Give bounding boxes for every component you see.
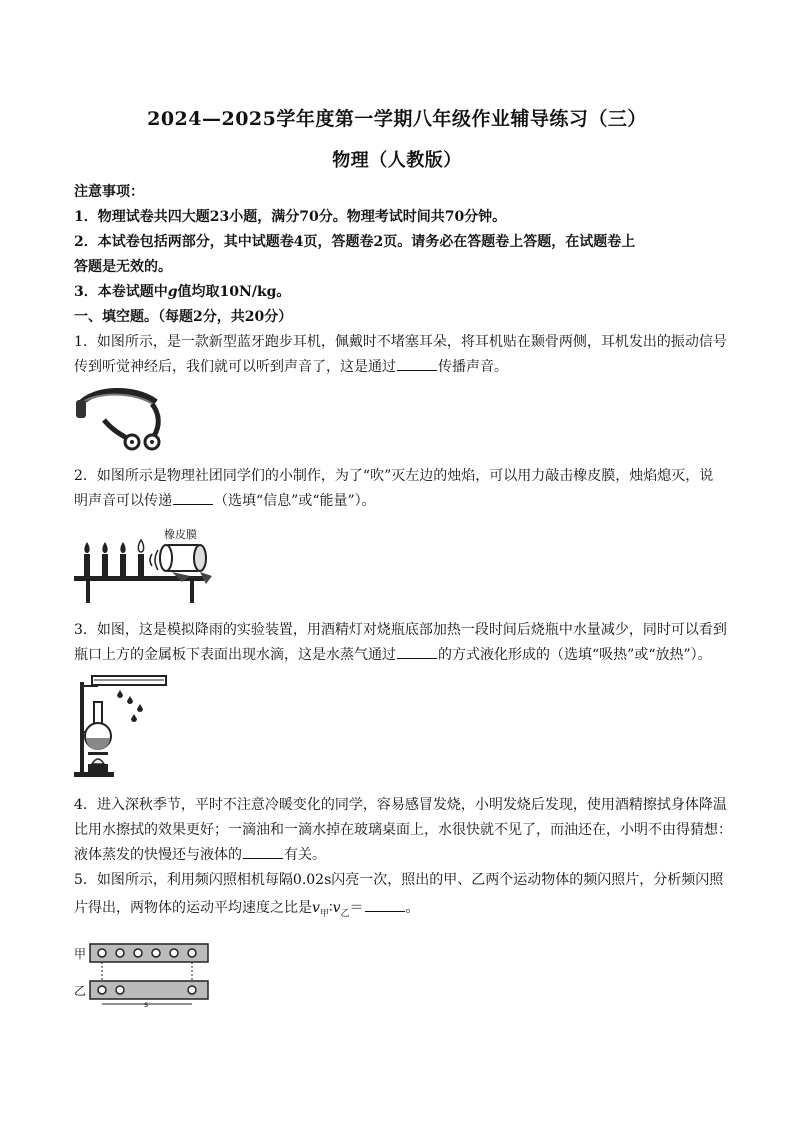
object-a-label: 甲	[74, 947, 87, 961]
q5-line2: 片得出，两物体的运动平均速度之比是$v_甲∶v_乙=$ 。	[74, 900, 420, 919]
page-subtitle: 物理（人教版）	[332, 150, 462, 171]
distance-s-label: s	[144, 1000, 149, 1008]
note-item-2-line1: 2．本试卷包括两部分，其中试题卷4页，答题卷2页。请务必在答题卷上答题，在试题卷上	[74, 234, 636, 250]
q4-line3: 液体蒸发的快慢还与液体的 有关。	[74, 847, 326, 863]
q1-answer-blank	[397, 357, 437, 371]
q3-answer-blank	[397, 645, 437, 659]
q2-line2: 明声音可以传递 （选填“信息”或“能量”）。	[74, 493, 376, 509]
q2-line1: 2．如图所示是物理社团同学们的小制作，为了“吹”灭左边的烛焰，可以用力敲击橡皮膜，烛焰熄灭，说	[74, 468, 714, 484]
q4-line2: 比用水擦拭的效果更好；一滴油和一滴水掉在玻璃桌面上，水很快就不见了，而油还在，小明不由得猜想：	[74, 822, 732, 838]
page-title: 2024—2025学年度第一学期八年级作业辅导练习（三）	[147, 108, 647, 130]
q4-answer-blank	[243, 845, 283, 859]
section-1-heading: 一、填空题。（每题2分，共20分）	[74, 309, 293, 325]
q3-line1: 3．如图，这是模拟降雨的实验装置，用酒精灯对烧瓶底部加热一段时间后烧瓶中水量减少，同时可以看到	[74, 622, 727, 638]
q4-line1: 4．进入深秋季节，平时不注意冷暖变化的同学，容易感冒发烧，小明发烧后发现，使用酒精擦拭身体降温	[74, 797, 727, 813]
note-item-3: 3．本卷试题中g值均取10N/kg。	[74, 284, 291, 300]
note-item-1: 1．物理试卷共四大题23小题，满分70分。物理考试时间共70分钟。	[74, 209, 507, 225]
q5-answer-blank	[365, 898, 405, 912]
strobe-photo-figure	[72, 938, 212, 1008]
q5-line1: 5．如图所示，利用频闪照相机每隔0.02s闪亮一次，照出的甲、乙两个运动物体的频闪照片，分析频闪照	[74, 872, 724, 888]
q2-answer-blank	[173, 491, 213, 505]
notes-heading: 注意事项：	[74, 184, 144, 200]
rubber-membrane-label: 橡皮膜	[164, 528, 197, 541]
candles-drum-figure	[72, 518, 216, 606]
q1-line2: 传到听觉神经后，我们就可以听到声音了，这是通过 传播声音。	[74, 359, 508, 375]
object-b-label: 乙	[74, 984, 87, 998]
bone-conduction-headphone-figure	[74, 380, 166, 456]
q1-line1: 1．如图所示，是一款新型蓝牙跑步耳机，佩戴时不堵塞耳朵，将耳机贴在颞骨两侧，耳机发出的振动信号	[74, 334, 727, 350]
q3-line2: 瓶口上方的金属板下表面出现水滴，这是水蒸气通过 的方式液化形成的（选填“吸热”或“放热”）。	[74, 647, 712, 663]
rain-simulation-apparatus-figure	[74, 672, 170, 780]
note-item-2-line2: 答题是无效的。	[74, 259, 172, 275]
